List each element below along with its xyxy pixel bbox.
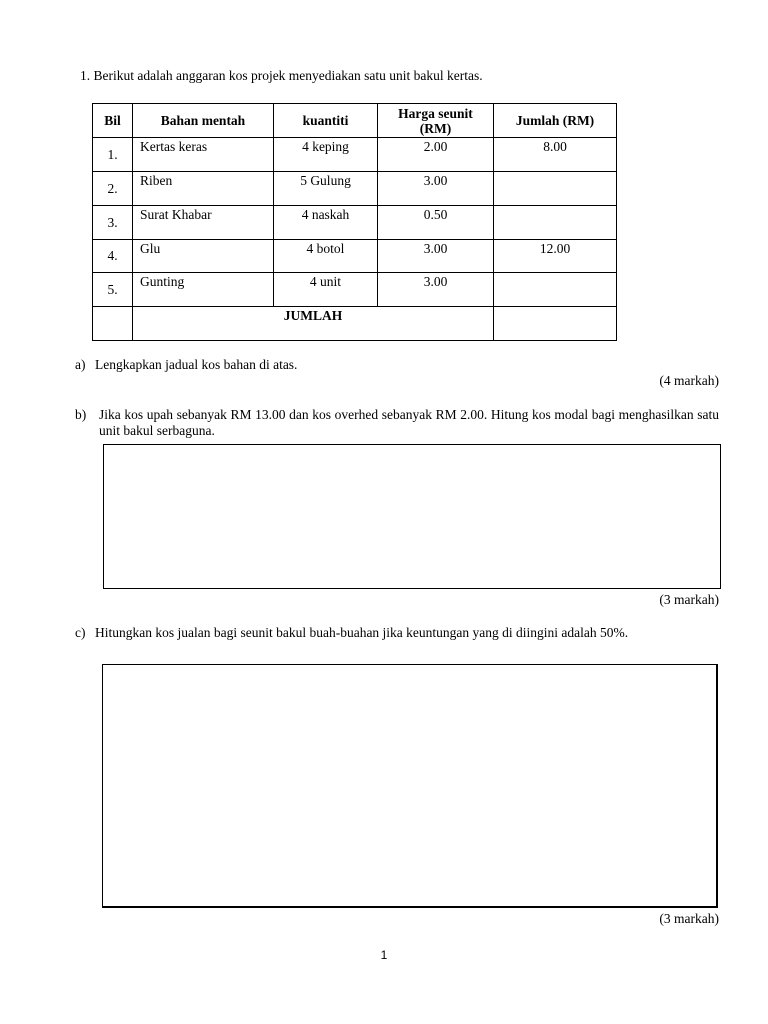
header-harga-seunit xyxy=(378,104,494,138)
part-a-text: Lengkapkan jadual kos bahan di atas. xyxy=(95,357,298,372)
cell-bahan: Gunting xyxy=(133,273,274,307)
cell-bahan: Riben xyxy=(133,172,274,206)
table-row xyxy=(93,172,617,206)
part-a-letter: a) xyxy=(75,357,86,372)
part-a xyxy=(75,357,297,373)
cell-kuantiti: 5 Gulung xyxy=(274,172,378,206)
cell-jumlah[interactable] xyxy=(494,273,617,307)
cell-bahan: Kertas keras xyxy=(133,138,274,172)
cell-harga: 3.00 xyxy=(378,172,494,206)
cost-table xyxy=(92,103,617,341)
cell-harga: 3.00 xyxy=(378,273,494,307)
header-jumlah: Jumlah (RM) xyxy=(494,104,617,138)
part-c-letter: c) xyxy=(75,625,86,640)
total-label: JUMLAH xyxy=(133,307,494,341)
cell-jumlah[interactable] xyxy=(494,172,617,206)
cell-bil: 3. xyxy=(93,206,133,240)
part-b-text: Jika kos upah sebanyak RM 13.00 dan kos overhed sebanyak RM 2.00. Hitung kos modal bagi menghasilkan satu unit bakul serbaguna. xyxy=(99,407,719,438)
cell-kuantiti: 4 naskah xyxy=(274,206,378,240)
cell-bil: 2. xyxy=(93,172,133,206)
question-intro: Berikut adalah anggaran kos projek menyediakan satu unit bakul kertas. xyxy=(93,68,483,83)
cell-total-value[interactable] xyxy=(494,307,617,341)
cell-bil: 1. xyxy=(93,138,133,172)
part-b-letter: b) xyxy=(75,407,87,422)
cell-bil: 5. xyxy=(93,273,133,307)
part-c-marks: (3 markah) xyxy=(659,911,719,926)
cell-jumlah[interactable] xyxy=(494,206,617,240)
table-total-row xyxy=(93,307,617,341)
cell-kuantiti: 4 unit xyxy=(274,273,378,307)
cell-total-blank xyxy=(93,307,133,341)
table-row xyxy=(93,273,617,307)
table-row xyxy=(93,138,617,172)
table-header-row xyxy=(93,104,617,138)
cell-kuantiti: 4 botol xyxy=(274,240,378,273)
table-row xyxy=(93,240,617,273)
cell-jumlah[interactable]: 8.00 xyxy=(494,138,617,172)
question-heading xyxy=(80,68,483,84)
cell-bil: 4. xyxy=(93,240,133,273)
cell-bahan: Glu xyxy=(133,240,274,273)
table-row xyxy=(93,206,617,240)
cell-kuantiti: 4 keping xyxy=(274,138,378,172)
header-bil: Bil xyxy=(93,104,133,138)
header-harga-line1: Harga seunit xyxy=(398,105,473,121)
part-b-marks: (3 markah) xyxy=(659,592,719,607)
cell-harga: 2.00 xyxy=(378,138,494,172)
answer-box-b[interactable] xyxy=(103,444,721,589)
cell-bahan: Surat Khabar xyxy=(133,206,274,240)
header-bahan-mentah: Bahan mentah xyxy=(133,104,274,138)
part-a-marks: (4 markah) xyxy=(659,373,719,388)
cell-harga: 0.50 xyxy=(378,206,494,240)
cell-harga: 3.00 xyxy=(378,240,494,273)
part-c xyxy=(75,625,628,641)
question-number: 1. xyxy=(80,68,91,83)
cell-jumlah[interactable]: 12.00 xyxy=(494,240,617,273)
header-harga-line2: (RM) xyxy=(419,120,452,136)
page-number: 1 xyxy=(380,948,388,962)
answer-box-c[interactable] xyxy=(102,664,718,908)
header-kuantiti: kuantiti xyxy=(274,104,378,138)
part-c-text: Hitungkan kos jualan bagi seunit bakul buah-buahan jika keuntungan yang di diingini adalah 50%. xyxy=(95,625,629,640)
